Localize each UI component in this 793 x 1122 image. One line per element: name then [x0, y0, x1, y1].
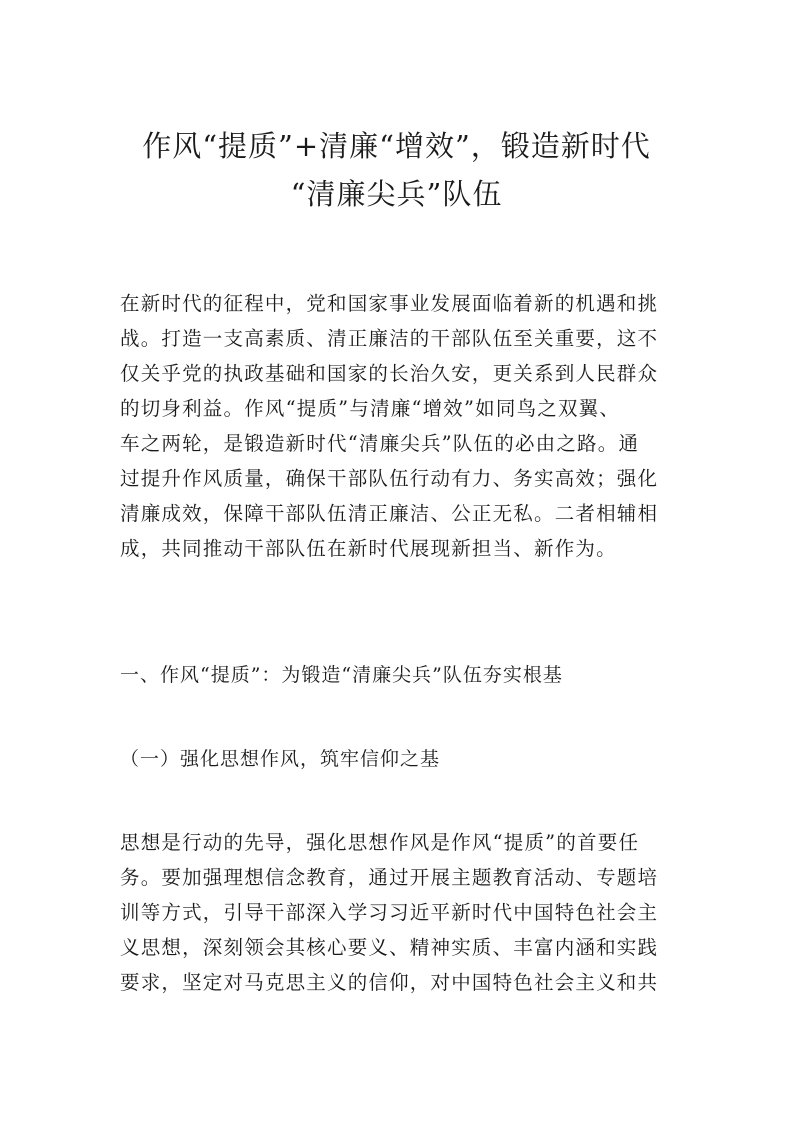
- section-line: 要求，坚定对马克思主义的信仰，对中国特色社会主义和共: [120, 971, 659, 994]
- section-paragraph: [120, 825, 675, 1000]
- section-heading: 一、作风“提质”：为锻造“清廉尖兵”队伍夯实根基: [120, 664, 563, 686]
- section-line: 务。要加强理想信念教育，通过开展主题教育活动、专题培: [120, 866, 659, 889]
- intro-line: 车之两轮，是锻造新时代“清廉尖兵”队伍的必由之路。通: [120, 432, 640, 455]
- intro-line: 清廉成效，保障干部队伍清正廉洁、公正无私。二者相辅相: [120, 502, 659, 525]
- subsection-heading: （一）强化思想作风，筑牢信仰之基: [120, 748, 441, 770]
- intro-paragraph: [120, 286, 675, 566]
- intro-line: 战。打造一支高素质、清正廉洁的干部队伍至关重要，这不: [120, 327, 659, 350]
- section-line: 训等方式，引导干部深入学习习近平新时代中国特色社会主: [120, 901, 659, 924]
- intro-line: 在新时代的征程中，党和国家事业发展面临着新的机遇和挑: [120, 292, 659, 315]
- document-title-line-2: “清廉尖兵”队伍: [290, 177, 503, 211]
- intro-line: 过提升作风质量，确保干部队伍行动有力、务实高效；强化: [120, 467, 659, 490]
- intro-line: 成，共同推动干部队伍在新时代展现新担当、新作为。: [120, 537, 617, 560]
- intro-line: 的切身利益。作风“提质”与清廉“增效”如同鸟之双翼、: [120, 397, 621, 420]
- section-line: 义思想，深刻领会其核心要义、精神实质、丰富内涵和实践: [120, 936, 659, 959]
- intro-line: 仅关乎党的执政基础和国家的长治久安，更关系到人民群众: [120, 362, 659, 385]
- section-line: 思想是行动的先导，强化思想作风是作风“提质”的首要任: [120, 831, 640, 854]
- document-title-line-1: 作风“提质”+清廉“增效”，锻造新时代: [142, 129, 651, 163]
